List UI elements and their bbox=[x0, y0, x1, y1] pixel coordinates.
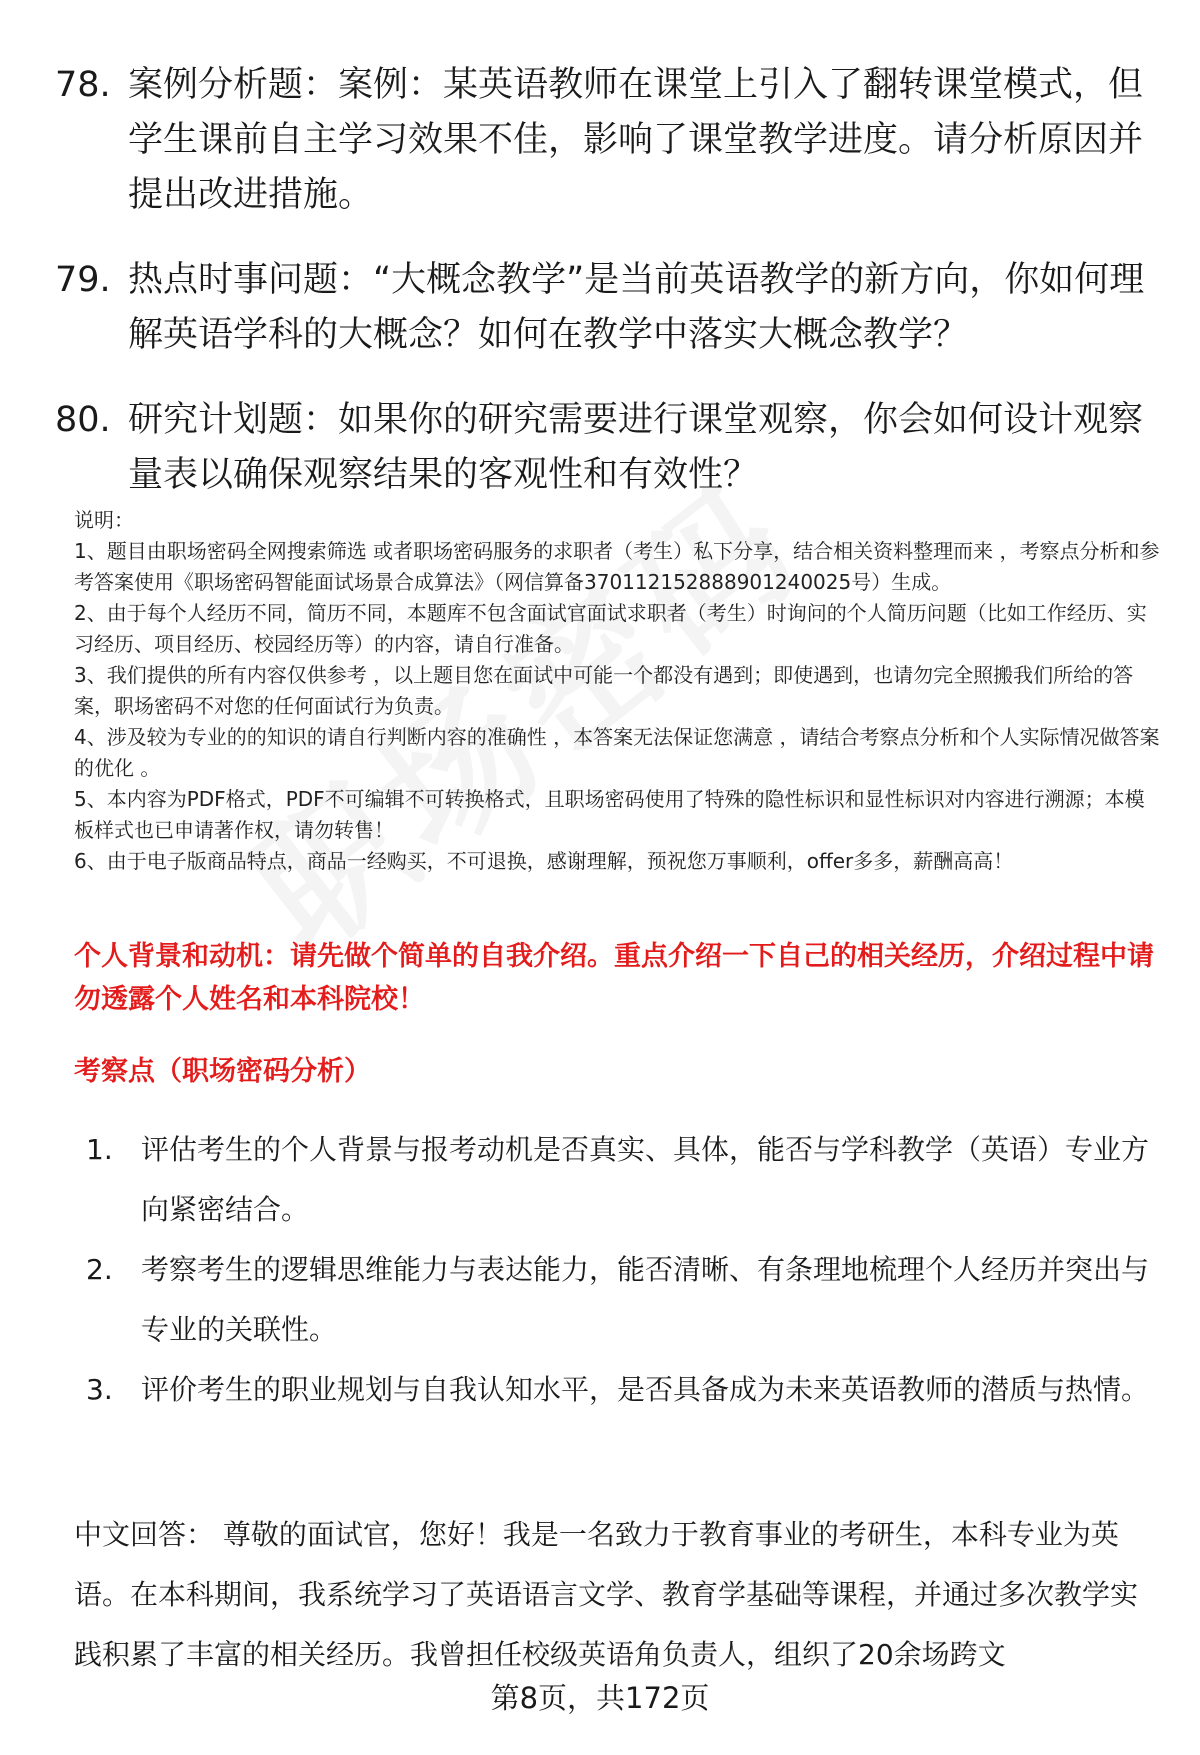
focus-points-list bbox=[74, 1120, 1154, 1420]
question-number: 78. bbox=[55, 65, 111, 105]
page-number: 第8页，共172页 bbox=[490, 1681, 710, 1715]
question-item bbox=[55, 253, 1150, 363]
question-item bbox=[55, 393, 1150, 503]
note-item: 4、涉及较为专业的的知识的请自行判断内容的准确性 ，本答案无法保证您满意 ，请结合考察点分析和个人实际情况做答案的优化 。 bbox=[74, 725, 1160, 780]
background-question-heading: 个人背景和动机：请先做个简单的自我介绍。重点介绍一下自己的相关经历，介绍过程中请勿透露个人姓名和本科院校！ bbox=[74, 941, 1154, 1015]
focus-point-text: 评估考生的个人背景与报考动机是否真实、具体，能否与学科教学（英语）专业方向紧密结合。 bbox=[141, 1133, 1150, 1226]
focus-point-number: 3. bbox=[86, 1373, 113, 1406]
question-text: 热点时事问题：“大概念教学”是当前英语教学的新方向，你如何理解英语学科的大概念？如何在教学中落实大概念教学？ bbox=[128, 260, 1145, 355]
question-text: 案例分析题：案例：某英语教师在课堂上引入了翻转课堂模式，但学生课前自主学习效果不佳，影响了课堂教学进度。请分析原因并提出改进措施。 bbox=[128, 65, 1144, 215]
focus-point bbox=[74, 1120, 1154, 1240]
focus-point bbox=[74, 1360, 1154, 1420]
question-number: 79. bbox=[55, 260, 111, 300]
focus-point bbox=[74, 1240, 1154, 1360]
notes-section bbox=[74, 505, 1160, 877]
focus-point-text: 考察考生的逻辑思维能力与表达能力，能否清晰、有条理地梳理个人经历并突出与专业的关联性。 bbox=[141, 1253, 1150, 1346]
note-item: 6、由于电子版商品特点，商品一经购买，不可退换，感谢理解，预祝您万事顺利，offer多多，薪酬高高！ bbox=[74, 849, 1014, 873]
note-item: 1、题目由职场密码全网搜索筛选 或者职场密码服务的求职者（考生）私下分享，结合相关资料整理而来 ，考察点分析和参考答案使用《职场密码智能面试场景合成算法》（网信算备370112152888901240025号）生成。 bbox=[74, 539, 1160, 594]
question-text: 研究计划题：如果你的研究需要进行课堂观察，你会如何设计观察量表以确保观察结果的客观性和有效性？ bbox=[128, 400, 1144, 495]
question-number: 80. bbox=[55, 400, 111, 440]
focus-point-text: 评价考生的职业规划与自我认知水平，是否具备成为未来英语教师的潜质与热情。 bbox=[141, 1373, 1150, 1406]
note-item: 5、本内容为PDF格式，PDF不可编辑不可转换格式，且职场密码使用了特殊的隐性标识和显性标识对内容进行溯源；本模板样式也已申请著作权，请勿转售！ bbox=[74, 787, 1145, 842]
answer-text: 中文回答： 尊敬的面试官，您好！我是一名致力于教育事业的考研生，本科专业为英语。在本科期间，我系统学习了英语语言文学、教育学基础等课程，并通过多次教学实践积累了丰富的相关经历。我曾担任校级英语角负责人，组织了20余场跨文 bbox=[74, 1518, 1139, 1671]
question-item bbox=[55, 58, 1150, 223]
focus-point-number: 2. bbox=[86, 1253, 113, 1286]
focus-points-heading: 考察点（职场密码分析） bbox=[74, 1056, 371, 1087]
notes-title: 说明： bbox=[74, 508, 134, 532]
note-item: 3、我们提供的所有内容仅供参考 ，以上题目您在面试中可能一个都没有遇到；即使遇到，也请勿完全照搬我们所给的答案，职场密码不对您的任何面试行为负责。 bbox=[74, 663, 1134, 718]
question-list bbox=[55, 58, 1150, 533]
focus-point-number: 1. bbox=[86, 1133, 113, 1166]
note-item: 2、由于每个人经历不同，简历不同，本题库不包含面试官面试求职者（考生）时询问的个人简历问题（比如工作经历、实习经历、项目经历、校园经历等）的内容，请自行准备。 bbox=[74, 601, 1147, 656]
